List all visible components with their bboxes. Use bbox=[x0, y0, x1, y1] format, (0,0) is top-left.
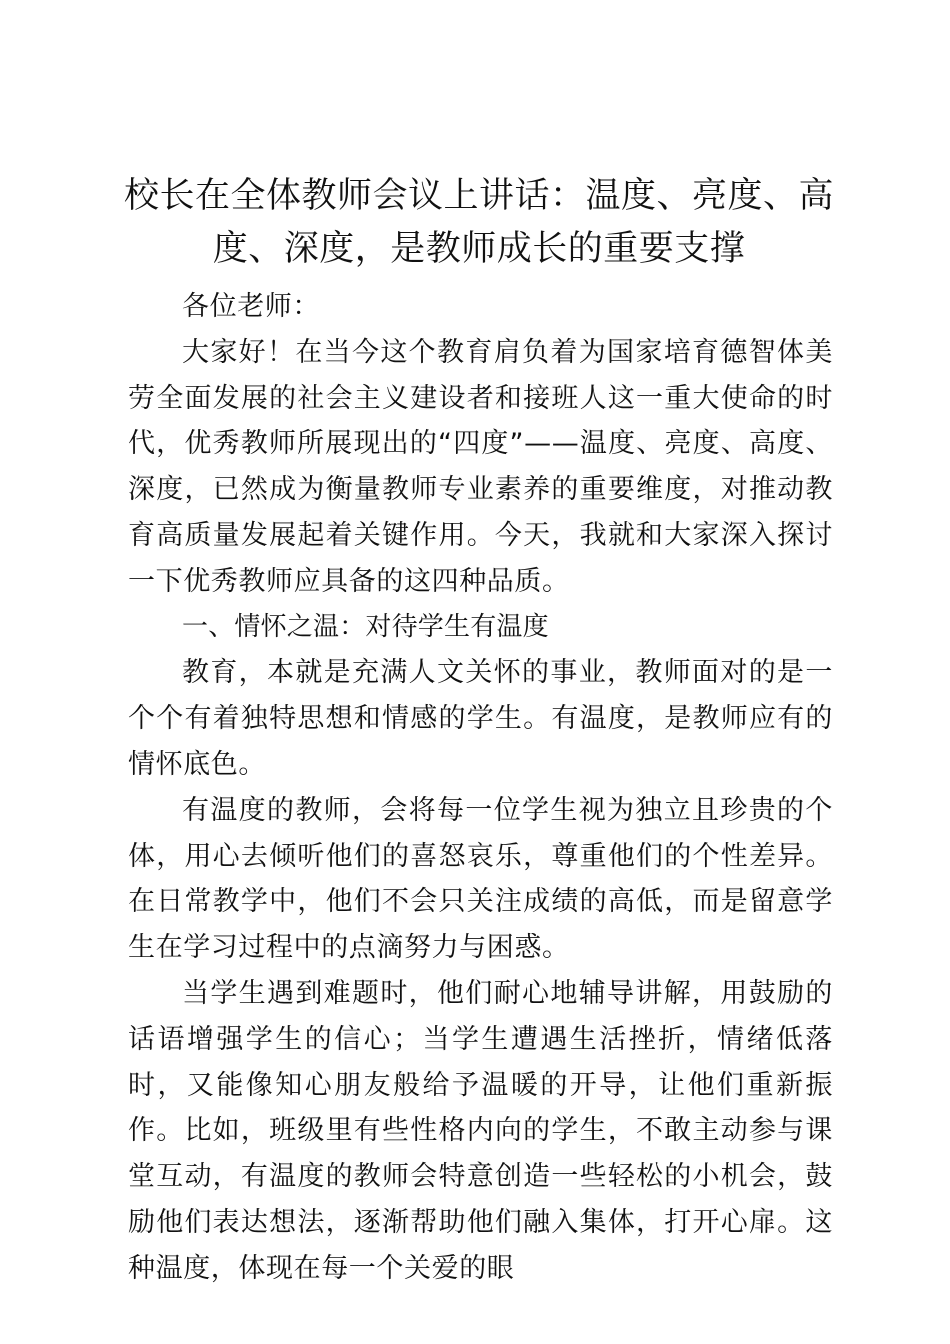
paragraph: 当学生遇到难题时，他们耐心地辅导讲解，用鼓励的话语增强学生的信心；当学生遭遇生活挫折，情绪低落时，又能像知心朋友般给予温暖的开导，让他们重新振作。比如，班级里有些性格内向的学生，不敢主动参与课堂互动，有温度的教师会特意创造一些轻松的小机会，鼓励他们表达想法，逐渐帮助他们融入集体，打开心扉。这种温度，体现在每一个关爱的眼 bbox=[128, 977, 833, 1284]
paragraph: 教育，本就是充满人文关怀的事业，教师面对的是一个个有着独特思想和情感的学生。有温度，是教师应有的情怀底色。 bbox=[128, 657, 833, 780]
section-heading: 一、情怀之温：对待学生有温度 bbox=[182, 611, 549, 642]
paragraph-intro: 大家好！在当今这个教育肩负着为国家培育德智体美劳全面发展的社会主义建设者和接班人这一重大使命的时代，优秀教师所展现出的“四度”——温度、亮度、高度、深度，已然成为衡量教师专业素养的重要维度，对推动教育高质量发展起着关键作用。今天，我就和大家深入探讨一下优秀教师应具备的这四种品质。 bbox=[128, 336, 833, 597]
document-title: 校长在全体教师会议上讲话：温度、亮度、高度、深度，是教师成长的重要支撑 bbox=[123, 176, 834, 269]
paragraph: 有温度的教师，会将每一位学生视为独立且珍贵的个体，用心去倾听他们的喜怒哀乐，尊重他们的个性差异。在日常教学中，他们不会只关注成绩的高低，而是留意学生在学习过程中的点滴努力与困惑。 bbox=[128, 794, 833, 964]
salutation: 各位老师： bbox=[182, 291, 320, 322]
document-body bbox=[128, 284, 833, 1292]
